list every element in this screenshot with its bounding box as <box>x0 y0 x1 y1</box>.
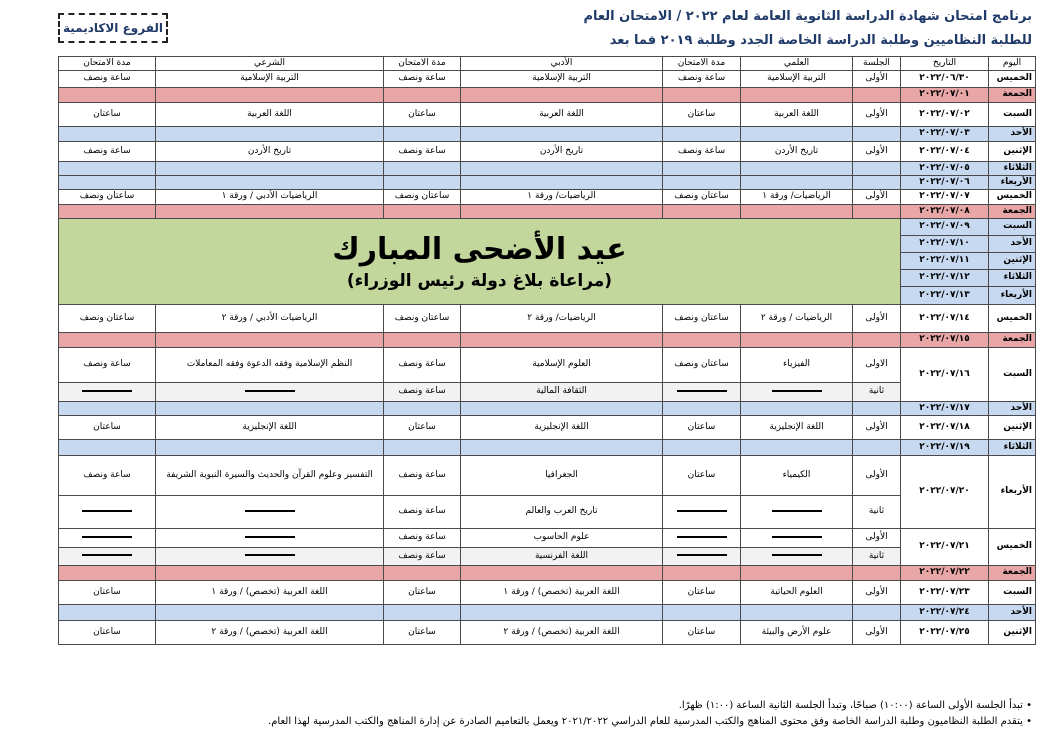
sharia-cell: الرياضيات الأدبي / ورقة ١ <box>156 190 384 205</box>
scientific-cell: علوم الأرض والبيئة <box>741 621 853 645</box>
duration-cell: ساعة ونصف <box>384 142 461 162</box>
session-cell: الأولى <box>853 416 901 440</box>
day-cell: السبت <box>989 103 1036 127</box>
literary-cell: الجغرافيا <box>461 456 663 496</box>
sharia-cell: اللغة العربية (تخصص) / ورقة ١ <box>156 581 384 605</box>
session-cell: الأولى <box>853 581 901 605</box>
date-cell: ٢٠٢٢/٠٧/٠٢ <box>901 103 989 127</box>
date-cell: ٢٠٢٢/٠٦/٣٠ <box>901 71 989 88</box>
literary-cell: العلوم الإسلامية <box>461 348 663 383</box>
literary-cell: اللغة الفرنسية <box>461 548 663 566</box>
footnote: • تبدأ الجلسة الأولى الساعة (١٠:٠٠) صباحًا، وتبدأ الجلسة الثانية الساعة (١:٠٠) ظهرًا. <box>12 698 1032 714</box>
date-cell: ٢٠٢٢/٠٧/٠٦ <box>901 176 989 190</box>
literary-cell: علوم الحاسوب <box>461 529 663 548</box>
table-row <box>59 71 1036 88</box>
table-row <box>59 605 1036 621</box>
duration-cell: ساعة ونصف <box>59 456 156 496</box>
date-cell: ٢٠٢٢/٠٧/٢٤ <box>901 605 989 621</box>
empty-dash <box>772 536 822 538</box>
table-row <box>59 305 1036 333</box>
date-cell: ٢٠٢٢/٠٧/١٠ <box>901 236 989 253</box>
header-scientific: العلمي <box>741 57 853 71</box>
day-cell: الأحد <box>989 605 1036 621</box>
day-cell: الأحد <box>989 127 1036 142</box>
session-cell: الأولى <box>853 305 901 333</box>
literary-cell: التربية الإسلامية <box>461 71 663 88</box>
page-title: برنامج امتحان شهادة الدراسة الثانوية العامة لعام ٢٠٢٢ / الامتحان العام <box>583 9 1032 24</box>
scientific-cell: الكيمياء <box>741 456 853 496</box>
duration-cell: ساعتان ونصف <box>663 190 741 205</box>
date-cell: ٢٠٢٢/٠٧/١٩ <box>901 440 989 456</box>
duration-cell: ساعتان ونصف <box>384 305 461 333</box>
day-cell: الخميس <box>989 71 1036 88</box>
session-cell: الأولى <box>853 103 901 127</box>
duration-cell: ساعتان <box>59 621 156 645</box>
table-row <box>59 548 1036 566</box>
branch-badge: الفروع الاكاديمية <box>58 13 168 43</box>
date-cell: ٢٠٢٢/٠٧/٢١ <box>901 529 989 566</box>
date-cell: ٢٠٢٢/٠٧/١٧ <box>901 402 989 416</box>
date-cell: ٢٠٢٢/٠٧/١٤ <box>901 305 989 333</box>
empty-dash <box>82 554 132 556</box>
sharia-cell: تاريخ الأردن <box>156 142 384 162</box>
day-cell: الثلاثاء <box>989 270 1036 287</box>
table-row <box>59 103 1036 127</box>
duration-cell: ساعتان ونصف <box>384 190 461 205</box>
empty-dash <box>772 390 822 392</box>
duration-cell: ساعتان ونصف <box>59 305 156 333</box>
duration-cell: ساعة ونصف <box>384 496 461 529</box>
duration-cell: ساعتان <box>663 103 741 127</box>
scientific-cell: العلوم الحياتية <box>741 581 853 605</box>
table-row <box>59 383 1036 402</box>
day-cell: الأحد <box>989 402 1036 416</box>
day-cell: الثلاثاء <box>989 440 1036 456</box>
day-cell: الإثنين <box>989 142 1036 162</box>
header-literary: الأدبي <box>461 57 663 71</box>
day-cell: الخميس <box>989 190 1036 205</box>
table-row <box>59 621 1036 645</box>
duration-cell: ساعة ونصف <box>384 383 461 402</box>
holiday-title: عيد الأضحى المبارك <box>332 231 627 267</box>
empty-dash <box>82 390 132 392</box>
table-row <box>59 456 1036 496</box>
exam-schedule-table <box>58 56 1036 645</box>
duration-cell: ساعة ونصف <box>384 548 461 566</box>
session-cell: ثانية <box>853 548 901 566</box>
date-cell: ٢٠٢٢/٠٧/١٦ <box>901 348 989 402</box>
duration-cell: ساعة ونصف <box>384 348 461 383</box>
day-cell: السبت <box>989 219 1036 236</box>
table-row <box>59 529 1036 548</box>
sharia-cell: اللغة الإنجليزية <box>156 416 384 440</box>
empty-dash <box>82 510 132 512</box>
scientific-cell: الرياضيات / ورقة ٢ <box>741 305 853 333</box>
duration-cell: ساعة ونصف <box>663 71 741 88</box>
day-cell: الإثنين <box>989 621 1036 645</box>
scientific-cell: التربية الإسلامية <box>741 71 853 88</box>
duration-cell: ساعتان <box>59 416 156 440</box>
table-row <box>59 416 1036 440</box>
duration-cell: ساعتان <box>384 103 461 127</box>
date-cell: ٢٠٢٢/٠٧/٢٣ <box>901 581 989 605</box>
day-cell: الأربعاء <box>989 176 1036 190</box>
session-cell: ثانية <box>853 383 901 402</box>
holiday-row <box>59 219 1036 236</box>
date-cell: ٢٠٢٢/٠٧/٠١ <box>901 88 989 103</box>
holiday-subtitle: (مراعاة بلاغ دولة رئيس الوزراء) <box>346 270 613 291</box>
literary-cell: اللغة العربية (تخصص) / ورقة ١ <box>461 581 663 605</box>
footnotes <box>12 698 1032 730</box>
day-cell: الثلاثاء <box>989 162 1036 176</box>
header-duration-sci: مدة الامتحان <box>663 57 741 71</box>
table-row <box>59 142 1036 162</box>
date-cell: ٢٠٢٢/٠٧/٢٠ <box>901 456 989 529</box>
day-cell: الأربعاء <box>989 287 1036 305</box>
sharia-cell: التفسير وعلوم القرآن والحديث والسيرة النبوية الشريفة <box>156 456 384 496</box>
duration-cell: ساعتان ونصف <box>663 348 741 383</box>
date-cell: ٢٠٢٢/٠٧/٠٨ <box>901 205 989 219</box>
day-cell: الخميس <box>989 529 1036 566</box>
duration-cell: ساعتان <box>59 103 156 127</box>
table-row <box>59 402 1036 416</box>
session-cell: ثانية <box>853 496 901 529</box>
session-cell: الأولى <box>853 71 901 88</box>
literary-cell: اللغة العربية (تخصص) / ورقة ٢ <box>461 621 663 645</box>
literary-cell: تاريخ العرب والعالم <box>461 496 663 529</box>
table-row <box>59 348 1036 383</box>
duration-cell: ساعتان <box>663 581 741 605</box>
day-cell: الجمعة <box>989 88 1036 103</box>
duration-cell: ساعتان <box>384 621 461 645</box>
duration-cell: ساعتان <box>384 416 461 440</box>
empty-dash <box>677 510 727 512</box>
empty-dash <box>82 536 132 538</box>
scientific-cell: اللغة العربية <box>741 103 853 127</box>
holiday-banner <box>59 219 901 305</box>
table-row <box>59 190 1036 205</box>
duration-cell: ساعتان <box>663 456 741 496</box>
day-cell: الجمعة <box>989 205 1036 219</box>
duration-cell: ساعتان <box>663 416 741 440</box>
duration-cell: ساعتان <box>663 621 741 645</box>
session-cell: الاولى <box>853 348 901 383</box>
table-row <box>59 176 1036 190</box>
date-cell: ٢٠٢٢/٠٧/١٨ <box>901 416 989 440</box>
empty-dash <box>245 554 295 556</box>
table-row <box>59 88 1036 103</box>
duration-cell: ساعة ونصف <box>59 142 156 162</box>
footnote: • يتقدم الطلبة النظاميون وطلبة الدراسة الخاصة وفق محتوى المناهج والكتب المدرسية للعام الدراسي ٢٠٢١/٢٠٢٢ ويعمل بالتعاميم الصادرة عن إدارة المناهج والكتب المدرسية لهذا العام. <box>12 714 1032 730</box>
empty-dash <box>677 390 727 392</box>
table-row <box>59 162 1036 176</box>
duration-cell: ساعة ونصف <box>59 71 156 88</box>
date-cell: ٢٠٢٢/٠٧/٠٣ <box>901 127 989 142</box>
page-subtitle: للطلبة النظاميين وطلبة الدراسة الخاصة الجدد وطلبة ٢٠١٩ فما بعد <box>609 33 1032 48</box>
table-row <box>59 333 1036 348</box>
header-day: اليوم <box>989 57 1036 71</box>
table-row <box>59 566 1036 581</box>
table-row <box>59 496 1036 529</box>
day-cell: الإثنين <box>989 416 1036 440</box>
duration-cell: ساعتان ونصف <box>663 305 741 333</box>
session-cell: الأولى <box>853 142 901 162</box>
sharia-cell: اللغة العربية <box>156 103 384 127</box>
date-cell: ٢٠٢٢/٠٧/١٣ <box>901 287 989 305</box>
literary-cell: اللغة العربية <box>461 103 663 127</box>
literary-cell: الرياضيات/ ورقة ١ <box>461 190 663 205</box>
date-cell: ٢٠٢٢/٠٧/١٢ <box>901 270 989 287</box>
duration-cell: ساعتان ونصف <box>59 190 156 205</box>
date-cell: ٢٠٢٢/٠٧/٠٤ <box>901 142 989 162</box>
duration-cell: ساعة ونصف <box>59 348 156 383</box>
scientific-cell: تاريخ الأردن <box>741 142 853 162</box>
literary-cell: الثقافة المالية <box>461 383 663 402</box>
day-cell: الأربعاء <box>989 456 1036 529</box>
day-cell: السبت <box>989 348 1036 402</box>
duration-cell: ساعة ونصف <box>384 71 461 88</box>
table-row <box>59 205 1036 219</box>
header-duration-lit: مدة الامتحان <box>384 57 461 71</box>
session-cell: الأولى <box>853 190 901 205</box>
empty-dash <box>245 536 295 538</box>
empty-dash <box>677 554 727 556</box>
sharia-cell: التربية الإسلامية <box>156 71 384 88</box>
table-row <box>59 440 1036 456</box>
day-cell: الأحد <box>989 236 1036 253</box>
header-sharia: الشرعي <box>156 57 384 71</box>
day-cell: الإثنين <box>989 253 1036 270</box>
empty-dash <box>772 510 822 512</box>
duration-cell: ساعتان <box>384 581 461 605</box>
session-cell: الأولى <box>853 621 901 645</box>
date-cell: ٢٠٢٢/٠٧/٢٥ <box>901 621 989 645</box>
scientific-cell: اللغة الإنجليزية <box>741 416 853 440</box>
table-row <box>59 581 1036 605</box>
header-duration-sh: مدة الامتحان <box>59 57 156 71</box>
date-cell: ٢٠٢٢/٠٧/١٥ <box>901 333 989 348</box>
literary-cell: اللغة الإنجليزية <box>461 416 663 440</box>
literary-cell: تاريخ الأردن <box>461 142 663 162</box>
empty-dash <box>245 510 295 512</box>
date-cell: ٢٠٢٢/٠٧/١١ <box>901 253 989 270</box>
session-cell: الأولى <box>853 529 901 548</box>
sharia-cell: اللغة العربية (تخصص) / ورقة ٢ <box>156 621 384 645</box>
day-cell: الخميس <box>989 305 1036 333</box>
scientific-cell: الفيزياء <box>741 348 853 383</box>
empty-dash <box>677 536 727 538</box>
scientific-cell: الرياضيات/ ورقة ١ <box>741 190 853 205</box>
day-cell: الجمعة <box>989 566 1036 581</box>
date-cell: ٢٠٢٢/٠٧/٢٢ <box>901 566 989 581</box>
day-cell: السبت <box>989 581 1036 605</box>
header-row <box>59 57 1036 71</box>
sharia-cell: النظم الإسلامية وفقه الدعوة وفقه المعاملات <box>156 348 384 383</box>
date-cell: ٢٠٢٢/٠٧/٠٧ <box>901 190 989 205</box>
header-date: التاريخ <box>901 57 989 71</box>
duration-cell: ساعة ونصف <box>663 142 741 162</box>
empty-dash <box>245 390 295 392</box>
empty-dash <box>772 554 822 556</box>
duration-cell: ساعة ونصف <box>384 529 461 548</box>
session-cell: الأولى <box>853 456 901 496</box>
literary-cell: الرياضيات/ ورقة ٢ <box>461 305 663 333</box>
day-cell: الجمعة <box>989 333 1036 348</box>
duration-cell: ساعتان <box>59 581 156 605</box>
date-cell: ٢٠٢٢/٠٧/٠٥ <box>901 162 989 176</box>
header-session: الجلسة <box>853 57 901 71</box>
duration-cell: ساعة ونصف <box>384 456 461 496</box>
sharia-cell: الرياضيات الأدبي / ورقة ٢ <box>156 305 384 333</box>
table-row <box>59 127 1036 142</box>
date-cell: ٢٠٢٢/٠٧/٠٩ <box>901 219 989 236</box>
